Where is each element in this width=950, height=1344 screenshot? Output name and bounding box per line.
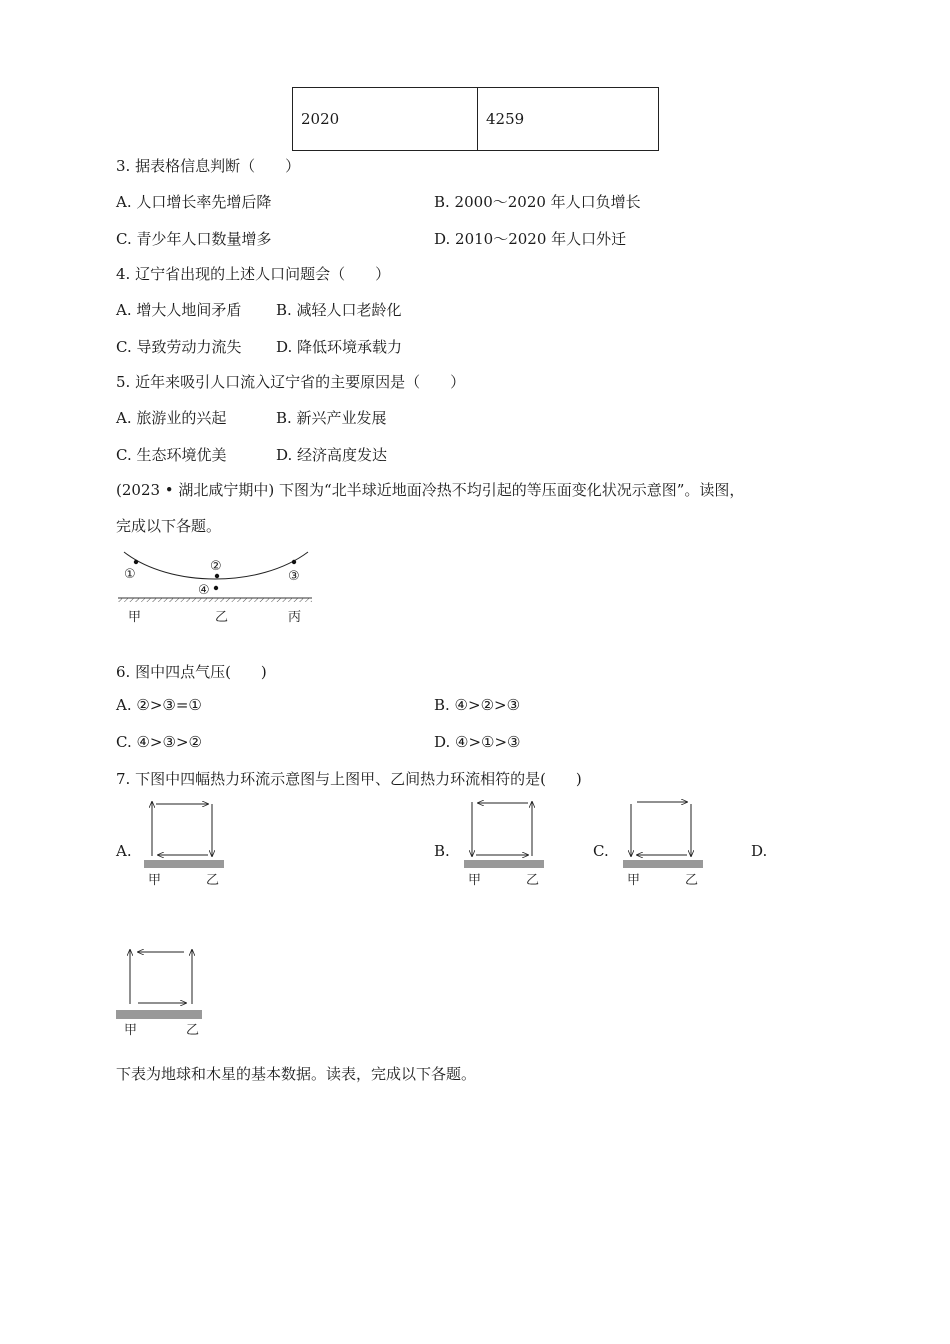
- population-table: [292, 87, 659, 151]
- q7-option-c-label[interactable]: C.: [593, 842, 609, 860]
- q5-option-d[interactable]: D. 经济高度发达: [276, 446, 388, 464]
- table-cell-value: 4259: [478, 88, 659, 151]
- diagram-label-yi: 乙: [206, 872, 220, 887]
- point-2-label: ②: [210, 558, 222, 573]
- q7-diagram-c[interactable]: [621, 798, 711, 890]
- point-4-dot: [214, 586, 218, 590]
- ground-label-yi: 乙: [215, 609, 229, 624]
- table-cell-year: 2020: [293, 88, 478, 151]
- diagram-label-jia: 甲: [468, 872, 482, 887]
- intro-2: 下表为地球和木星的基本数据。读表，完成以下各题。: [116, 1065, 477, 1083]
- diagram-label-yi: 乙: [526, 872, 540, 887]
- q6-stem: 6. 图中四点气压( ): [116, 663, 267, 681]
- q4-option-b[interactable]: B. 减轻人口老龄化: [276, 301, 402, 319]
- q6-option-c[interactable]: C. ④>③>②: [116, 733, 202, 751]
- q3-option-c[interactable]: C. 青少年人口数量增多: [116, 230, 272, 248]
- diagram-label-yi: 乙: [186, 1022, 200, 1037]
- q3-option-d[interactable]: D. 2010～2020 年人口外迁: [434, 230, 627, 248]
- q7-stem: 7. 下图中四幅热力环流示意图与上图甲、乙间热力环流相符的是( ): [116, 770, 582, 788]
- intro-line-1: (2023 • 湖北咸宁期中) 下图为“北半球近地面冷热不均引起的等压面变化状况示意图”。读图，: [116, 481, 745, 499]
- q6-option-a[interactable]: A. ②>③=①: [116, 696, 202, 714]
- ground-bar: [464, 860, 544, 868]
- point-2-dot: [215, 574, 219, 578]
- ground-bar: [144, 860, 224, 868]
- q5-option-b[interactable]: B. 新兴产业发展: [276, 409, 387, 427]
- q6-option-b[interactable]: B. ④>②>③: [434, 696, 521, 714]
- point-1-label: ①: [124, 566, 136, 581]
- q7-diagram-b[interactable]: [462, 798, 552, 890]
- q5-option-a[interactable]: A. 旅游业的兴起: [116, 409, 227, 427]
- table-row: [293, 88, 659, 151]
- ground-bar: [116, 1010, 202, 1019]
- q4-stem: 4. 辽宁省出现的上述人口问题会（ ）: [116, 265, 391, 283]
- q5-stem: 5. 近年来吸引人口流入辽宁省的主要原因是（ ）: [116, 373, 466, 391]
- ground-bar: [623, 860, 703, 868]
- point-3-label: ③: [288, 568, 300, 583]
- q4-option-c[interactable]: C. 导致劳动力流失: [116, 338, 242, 356]
- q7-diagram-a[interactable]: [142, 798, 232, 890]
- q7-option-b-label[interactable]: B.: [434, 842, 450, 860]
- diagram-label-jia: 甲: [124, 1022, 138, 1037]
- diagram-label-yi: 乙: [685, 872, 699, 887]
- q3-option-b[interactable]: B. 2000～2020 年人口负增长: [434, 193, 641, 211]
- diagram-label-jia: 甲: [148, 872, 162, 887]
- ground-hatch: [118, 598, 312, 602]
- q7-option-d-label[interactable]: D.: [751, 842, 768, 860]
- ground-label-bing: 丙: [288, 609, 302, 624]
- isobar-diagram: [110, 548, 320, 628]
- point-3-dot: [292, 560, 296, 564]
- q7-option-a-label[interactable]: A.: [116, 842, 132, 860]
- ground-label-jia: 甲: [128, 609, 142, 624]
- diagram-label-jia: 甲: [627, 872, 641, 887]
- q4-option-d[interactable]: D. 降低环境承载力: [276, 338, 403, 356]
- point-1-dot: [134, 560, 138, 564]
- q4-option-a[interactable]: A. 增大人地间矛盾: [116, 301, 242, 319]
- q3-stem: 3. 据表格信息判断（ ）: [116, 157, 301, 175]
- q3-option-a[interactable]: A. 人口增长率先增后降: [116, 193, 272, 211]
- q5-option-c[interactable]: C. 生态环境优美: [116, 446, 227, 464]
- point-4-label: ④: [198, 582, 210, 597]
- intro-line-2: 完成以下各题。: [116, 517, 222, 535]
- q6-option-d[interactable]: D. ④>①>③: [434, 733, 521, 751]
- q7-diagram-d[interactable]: [114, 946, 208, 1038]
